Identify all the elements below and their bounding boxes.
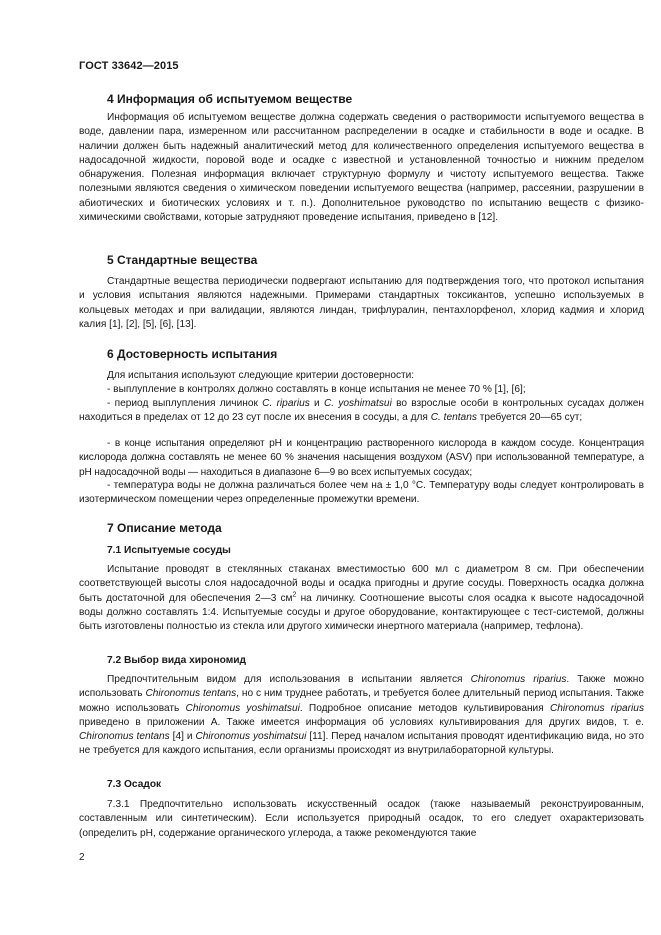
document-code-header: ГОСТ 33642—2015 — [79, 60, 179, 72]
section-7-heading: 7 Описание метода — [107, 521, 222, 535]
subsection-7-1-paragraph — [79, 563, 644, 634]
species-chironomus-riparius: Chironomus riparius — [470, 674, 567, 685]
subsection-7-2-paragraph — [79, 673, 644, 759]
criterion-2-text-c: во взрослые особи в контрольных сусадах должен находиться в пределах от 12 до 23 сут после их внесения в сосуды, а для — [79, 398, 644, 424]
criterion-3: - в конце испытания определяют рН и концентрацию растворенного кислорода в каждом сосуде. Концентрация кислорода должна составлять не менее 60 % значения насыщения воздухом (ASV) при использованной температуре, а рН надосадочной воды — находиться в диапазоне 6—9 во всех испытуемых сосудах; — [79, 438, 644, 478]
subsection-7-2-heading: 7.2 Выбор вида хирономид — [107, 655, 246, 666]
section-5-paragraph: Стандартные вещества периодически подвергают испытанию для подтверждения того, что протокол испытания и условия испытания являются надежными. Примерами стандартных токсикантов, успешно используемых в кольцевых методах и при валидации, являются линдан, трифлуралин, пентахлорфенол, хлорид кадмия и хлорид калия [1], [2], [5], [6], [13]. — [79, 276, 644, 330]
species-chironomus-riparius-2: Chironomus riparius — [549, 702, 645, 714]
criterion-4: - температура воды не должна различаться более чем на ± 1,0 °С. Температуру воды следует контролировать в изотермическом помещении через определенные промежутки времени. — [79, 480, 644, 506]
subsection-7-1-text-a: Испытание проводят в стеклянных стаканах вместимостью 600 мл с диаметром 8 см. При обеспечении соответствующей высоты слоя надосадочной воды и осадка пригодны и другие сосуды. Поверхность осадка должна быть достаточной для обеспечения 2—3 см — [79, 564, 644, 604]
s72-text-c: , но с ним труднее работать, и требуется более длительный период испытания. Также можно использовать — [79, 688, 644, 714]
species-c-yoshimatsui: C. yoshimatsui — [323, 398, 392, 409]
criterion-2-text-b: и — [309, 398, 324, 409]
section-6-intro: Для испытания используют следующие критерии достоверности: — [107, 370, 415, 381]
subsection-7-3-heading: 7.3 Осадок — [107, 779, 162, 790]
criterion-2-text-a: - период выплупления личинок — [107, 398, 263, 409]
species-chironomus-yoshimatsui: Chironomus yoshimatsui — [185, 702, 300, 714]
s72-text-d: . Подробное описание методов культивирования — [299, 702, 550, 714]
section-5-heading: 5 Стандартные вещества — [107, 253, 258, 267]
section-4-paragraph: Информация об испытуемом веществе должна содержать сведения о растворимости испытуемого вещества в воде, давлении пара, измеренном или рассчитанном распределении в осадке и стабильности в воде и осадке. В наличии должен быть надежный аналитический метод для количественного определения испытуемого вещества в надосадочной жидкости, поровой воде и осадке с известной и установленной точностью и нижним пределом обнаружения. Полезная информация включает структурную формулу и чистоту испытуемого вещества. Также полезными являются сведения о химическом поведении испытуемого вещества (например, рассеянии, разрушении в абиотических и биотических условиях и т. п.). Дополнительное руководство по испытанию веществ с физико-химическими свойствами, которые затрудняют проведение испытания, приведено в [12]. — [79, 112, 644, 224]
page-number: 2 — [79, 852, 85, 863]
superscript-2: 2 — [292, 591, 297, 599]
section-6-heading: 6 Достоверность испытания — [107, 347, 278, 361]
s72-text-f: [4] и — [169, 731, 196, 743]
s72-text-a: Предпочтительным видом для использования в испытании является — [107, 674, 471, 685]
criterion-2 — [79, 397, 644, 426]
species-chironomus-tentans-2: Chironomus tentans — [79, 731, 170, 743]
section-4-heading: 4 Информация об испытуемом веществе — [107, 92, 353, 106]
s72-text-e: приведено в приложении А. Также имеется информация об условиях культивирования для других видов, т. е. — [79, 716, 644, 728]
s72-text-b: . Также можно использовать — [79, 674, 645, 700]
subsection-7-1-text-b: на личинку. Соотношение высоты слоя осадка к высоте надосадочной воды должно составлять 1:4. Испытуемые сосуды и другое оборудование, контактирующее с тест-системой, должны быть изготовлены полностью из стекла или другого химически инертного материала (например, тефлона). — [79, 592, 644, 633]
species-c-tentans: C. tentans — [430, 412, 477, 424]
subsection-7-3-1-paragraph: 7.3.1 Предпочтительно использовать искусственный осадок (также называемый реконструированным, составленным или синтетическим). Если используется природный осадок, то его следует охарактеризовать (определить рН, содержание органического углерода, а также рекомендуются такие — [79, 799, 644, 839]
species-c-riparius: C. riparius — [262, 398, 310, 409]
criterion-1: - выплупление в контролях должно составлять в конце испытания не менее 70 % [1], [6]; — [107, 384, 526, 395]
species-chironomus-yoshimatsui-2: Chironomus yoshimatsui — [195, 731, 307, 743]
criterion-2-text-d: требуется 20—65 сут; — [476, 412, 583, 424]
s72-text-g: [11]. Перед началом испытания проводят идентификацию вида, но это не требуется для каждого испытания, если организмы происходят из внутрилабораторной культуры. — [79, 731, 645, 757]
subsection-7-1-heading: 7.1 Испытуемые сосуды — [107, 545, 231, 556]
species-chironomus-tentans: Chironomus tentans — [145, 688, 237, 700]
